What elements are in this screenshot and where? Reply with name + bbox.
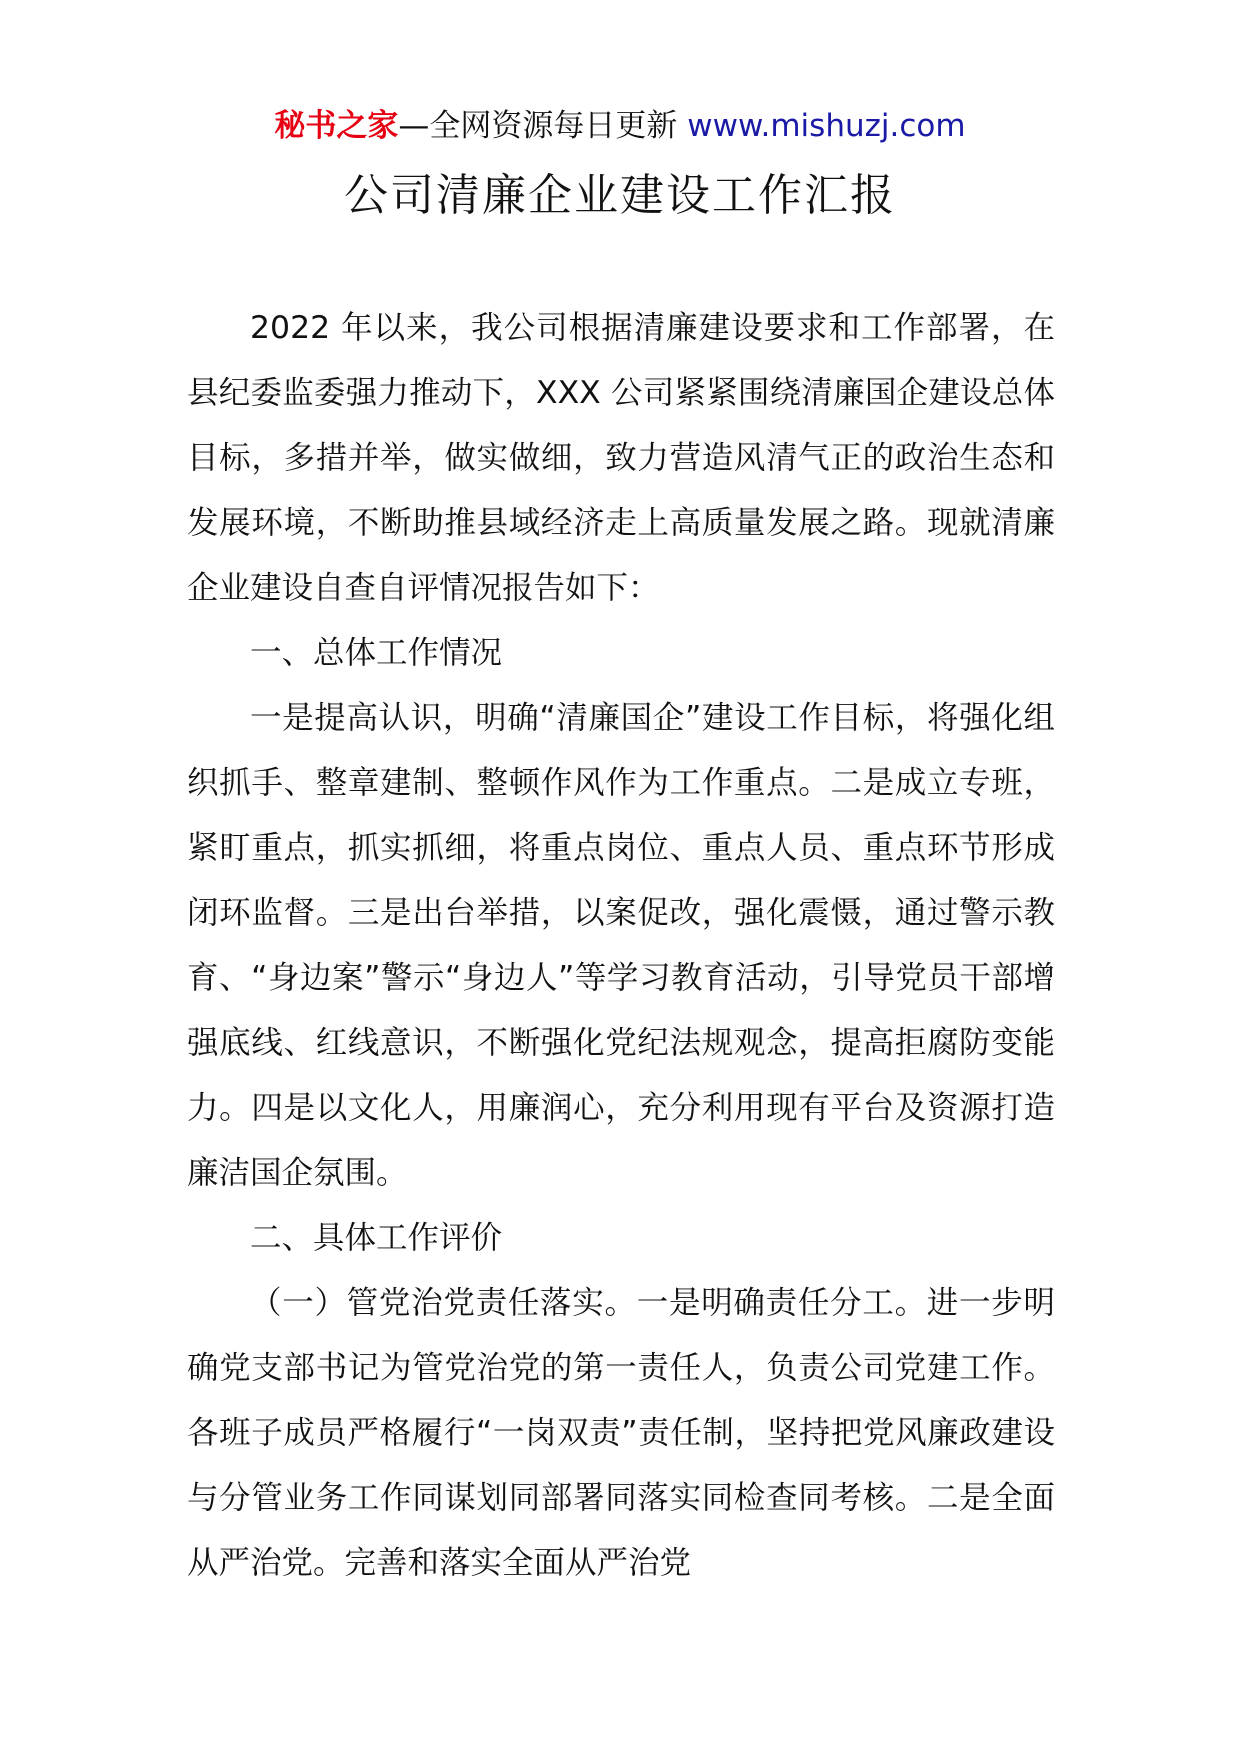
brand-name: 秘书之家 (274, 108, 399, 144)
site-header (0, 104, 1240, 148)
overall-paragraph: 一是提高认识，明确“清廉国企”建设工作目标，将强化组织抓手、整章建制、整顿作风作为工作重点。二是成立专班，紧盯重点，抓实抓细，将重点岗位、重点人员、重点环节形成闭环监督。三是出台举措，以案促改，强化震慑，通过警示教育、“身边案”警示“身边人”等学习教育活动，引导党员干部增强底线、红线意识，不断强化党纪法规观念，提高拒腐防变能力。四是以文化人，用廉润心，充分利用现有平台及资源打造廉洁国企氛围。 (187, 700, 1055, 1191)
evaluation-paragraph: （一）管党治党责任落实。一是明确责任分工。进一步明确党支部书记为管党治党的第一责任人，负责公司党建工作。各班子成员严格履行“一岗双责”责任制，坚持把党风廉政建设与分管业务工作同谋划同部署同落实同检查同考核。二是全面从严治党。完善和落实全面从严治党 (187, 1285, 1055, 1581)
intro-paragraph: 2022 年以来，我公司根据清廉建设要求和工作部署，在县纪委监委强力推动下，XXX 公司紧紧围绕清廉国企建设总体目标，多措并举，做实做细，致力营造风清气正的政治生态和发展环境，不断助推县域经济走上高质量发展之路。现就清廉企业建设自查自评情况报告如下： (187, 310, 1055, 606)
section-heading-evaluation: 二、具体工作评价 (250, 1220, 503, 1256)
section-heading-overall: 一、总体工作情况 (250, 635, 503, 671)
document-title: 公司清廉企业建设工作汇报 (344, 170, 896, 221)
site-url-link[interactable]: www.mishuzj.com (687, 108, 966, 144)
document-body (187, 296, 1055, 1596)
header-tagline: —全网资源每日更新 (398, 108, 688, 144)
